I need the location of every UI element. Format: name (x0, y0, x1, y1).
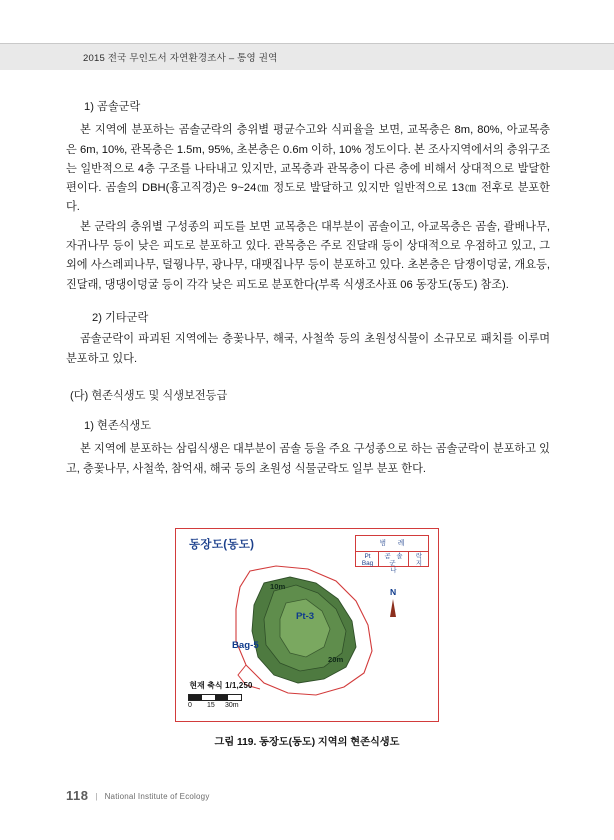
scale-seg-2 (202, 695, 215, 700)
legend-suffix-column (409, 553, 429, 567)
north-label: N (390, 587, 397, 597)
plot-label-pt3: Pt-3 (296, 611, 315, 622)
page-number: 118 (66, 788, 89, 803)
north-arrow-icon (390, 599, 396, 617)
document-body (66, 98, 550, 479)
scale-num-30: 30m (225, 702, 239, 709)
heading-gomsol-community: 1) 곰솔군락 (84, 101, 141, 113)
spacer (66, 409, 550, 417)
footer-institute: National Institute of Ecology (104, 792, 210, 801)
legend-code-pt: Pt (364, 553, 371, 560)
scale-bar-icon (188, 694, 242, 701)
running-header-title: 2015 전국 무인도서 자연환경조사 – 통영 권역 (83, 53, 278, 64)
heading-vegetation-map-section: (다) 현존식생도 및 식생보전등급 (70, 389, 228, 402)
legend-suffix-line1: 락 (415, 553, 423, 560)
heading-existing-vegetation-map: 1) 현존식생도 (84, 420, 152, 433)
figure-vegetation-map (0, 528, 614, 748)
figure-caption: 그림 119. 동장도(동도) 지역의 현존식생도 (214, 737, 400, 748)
page-footer (66, 788, 210, 803)
scale-num-0: 0 (188, 702, 192, 709)
map-title: 동장도(동도) (189, 539, 255, 551)
legend-name-line2: 나 (390, 567, 399, 574)
spacer (66, 295, 550, 309)
legend-suffix-line2: 지 (415, 560, 423, 567)
contour-label-20m: 20m (328, 655, 344, 664)
legend-hline (356, 551, 428, 552)
footer-separator: | (95, 792, 98, 801)
scale-seg-1 (189, 695, 202, 700)
legend-name-line1: 곰 솔 군 (384, 553, 405, 567)
contour-label-10m: 10m (270, 582, 286, 591)
paragraph-1: 본 지역에 분포하는 곰솔군락의 층위별 평균수고와 식피율을 보면, 교목층은 8m, 80%, 아교목층은 6m, 10%, 관목층은 1.5m, 95%, 초본층은 0.6m 이하, 10% 정도이다. 본 조사지역에서의 층위구조는 일반적으로 4층 구조를 나타내고 있지만, 교목층과 관목층이 다른 층에 비해서 상대적으로 발달한 편이다. 곰솔의 DBH(흉고직경)은 9~24㎝ 정도로 발달하고 있지만 일반적으로 13㎝ 전후로 분포한다. (66, 124, 550, 214)
map-frame (175, 528, 439, 722)
paragraph-3: 곰솔군락이 파괴된 지역에는 층꽃나무, 해국, 사철쑥 등의 초원성식물이 소규모로 패치를 이루며 분포하고 있다. (66, 333, 550, 365)
legend-header: 범 례 (379, 540, 410, 547)
map-scale-group (188, 680, 254, 711)
paragraph-2: 본 군락의 층위별 구성종의 피도를 보면 교목층은 대부분이 곰솔이고, 아교목층은 곰솔, 괄배나무, 자귀나무 등이 낮은 피도로 분포하고 있다. 관목층은 주로 진달래 등이 상대적으로 우점하고 있고, 그 외에 사스레피나무, 덜꿩나무, 광나무, 대팻집나무 등이 분포하고 있다. 초본층은 담쟁이덩굴, 개요등, 진달래, 댕댕이덩굴 등이 각각 낮은 피도로 분포한다(부록 식생조사표 06 동장도(동도) 참조). (66, 220, 550, 291)
plot-label-bag5: Bag-5 (232, 640, 259, 651)
heading-other-community: 2) 기타군락 (92, 311, 149, 324)
scale-numbers (188, 702, 254, 711)
spacer (66, 369, 550, 387)
scale-seg-3 (215, 695, 228, 700)
legend-code-bag: Bag (361, 560, 374, 567)
north-arrow-group (390, 587, 396, 617)
scale-num-15: 15 (207, 702, 215, 709)
scale-seg-4 (228, 695, 241, 700)
scale-text: 현재 축식 1/1,250 (189, 681, 253, 690)
paragraph-4: 본 지역에 분포하는 삼림식생은 대부분이 곰솔 등을 주요 구성종으로 하는 곰솔군락이 분포하고 있고, 층꽃나무, 사철쑥, 참억새, 해국 등의 초원성 식물군락도 일부 분포 한다. (66, 443, 550, 475)
